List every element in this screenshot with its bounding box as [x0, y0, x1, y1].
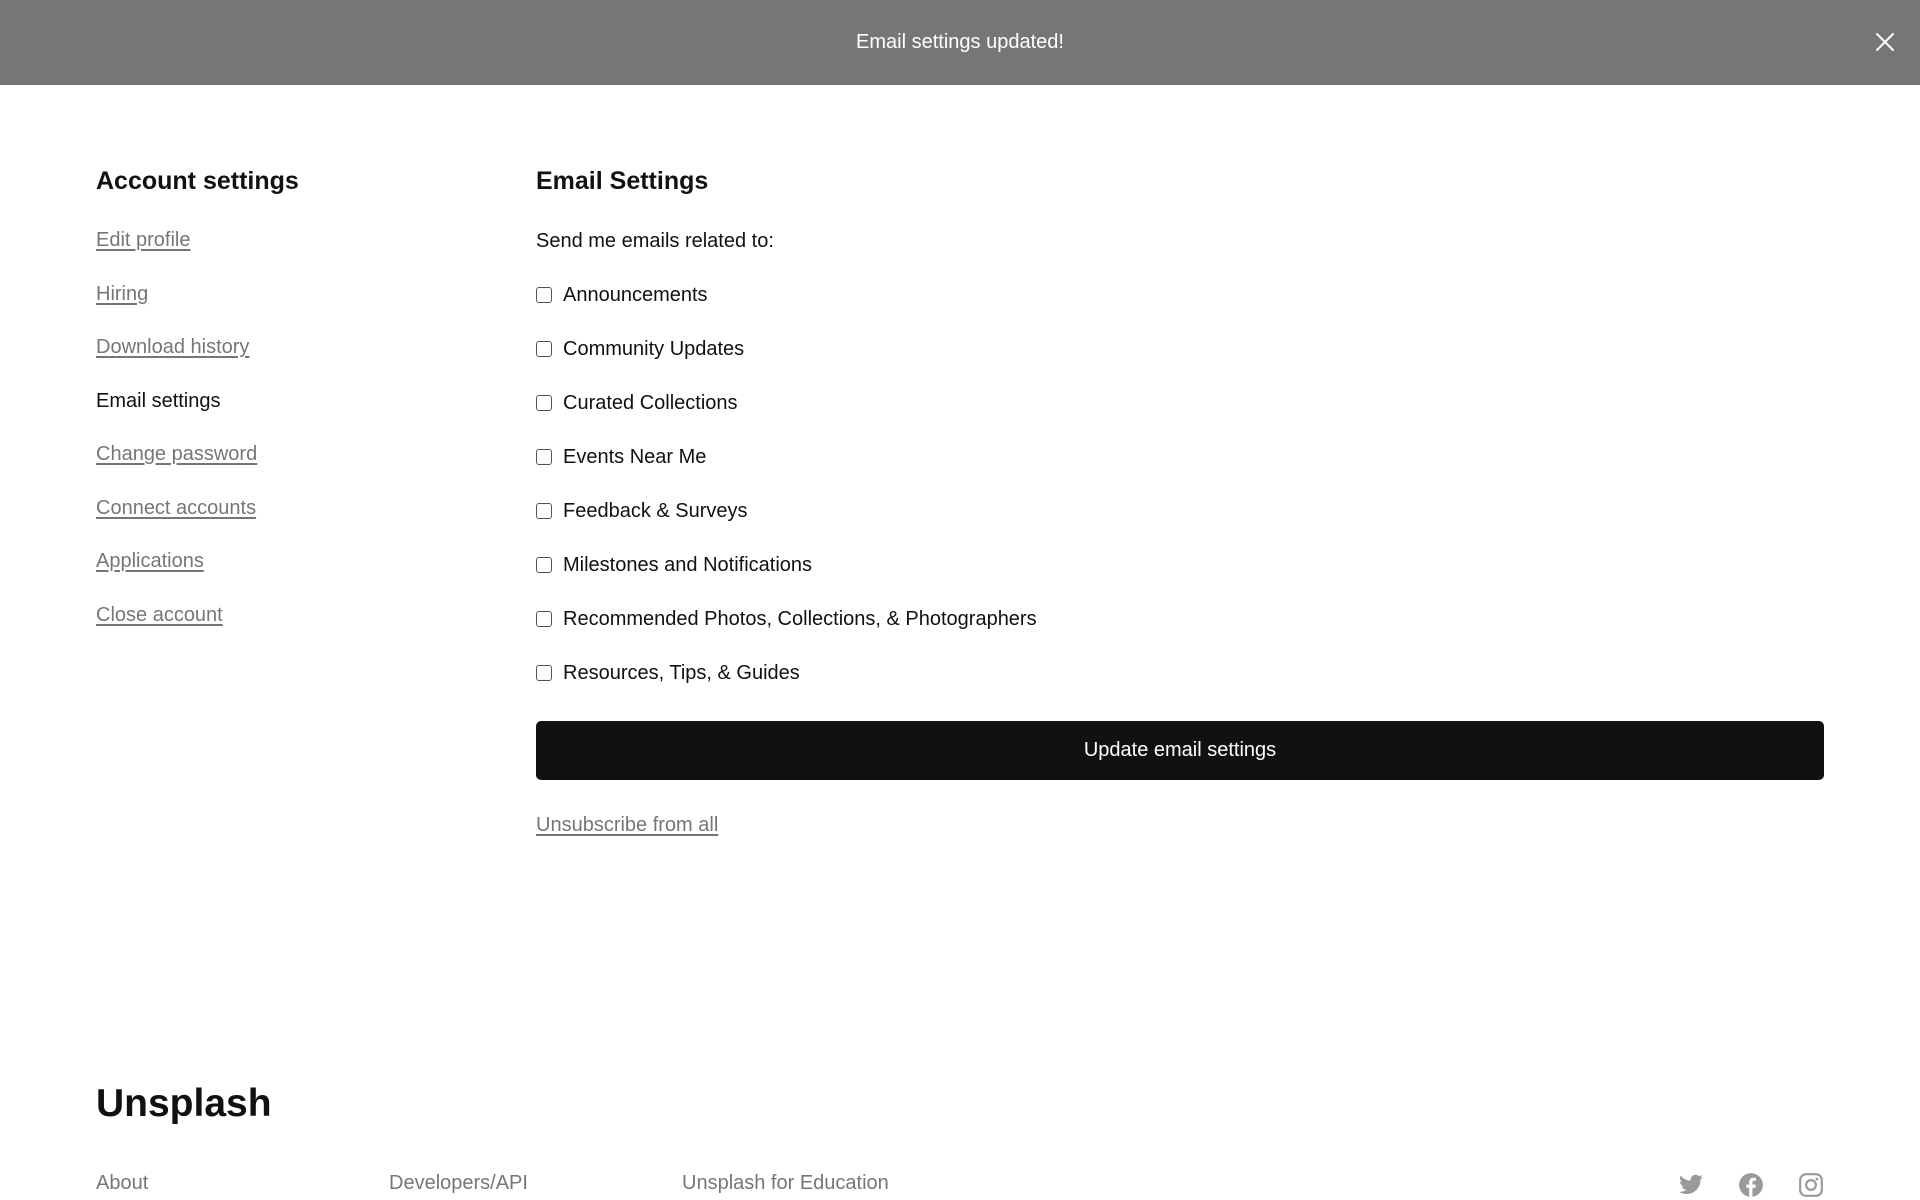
option-feedback-surveys[interactable] — [536, 484, 1824, 538]
footer-links — [96, 1172, 889, 1195]
sidebar-menu — [96, 228, 436, 656]
sidebar-item-applications[interactable]: Applications — [96, 550, 204, 572]
option-label: Events Near Me — [563, 445, 707, 468]
resources-tips-guides-checkbox[interactable] — [536, 665, 552, 681]
settings-sidebar — [96, 160, 436, 656]
email-options-list — [536, 268, 1824, 700]
toast-message: Email settings updated! — [856, 31, 1064, 53]
option-events-near-me[interactable] — [536, 430, 1824, 484]
sidebar-item-download-history[interactable]: Download history — [96, 336, 250, 358]
recommended-checkbox[interactable] — [536, 611, 552, 627]
toast-banner — [0, 0, 1920, 85]
option-label: Recommended Photos, Collections, & Photographers — [563, 607, 1037, 630]
email-settings-panel — [536, 160, 1824, 837]
option-label: Announcements — [563, 283, 708, 306]
sidebar-item-hiring[interactable]: Hiring — [96, 282, 149, 305]
sidebar-item-connect-accounts[interactable]: Connect accounts — [96, 496, 257, 519]
option-milestones-notifications[interactable] — [536, 538, 1824, 592]
option-label: Curated Collections — [563, 391, 738, 414]
option-curated-collections[interactable] — [536, 376, 1824, 430]
footer-link-about[interactable]: About — [96, 1172, 149, 1194]
option-label: Resources, Tips, & Guides — [563, 661, 800, 684]
footer-brand[interactable]: Unsplash — [96, 1082, 272, 1125]
option-label: Community Updates — [563, 337, 745, 360]
update-email-settings-button[interactable]: Update email settings — [536, 721, 1824, 780]
footer-social — [1678, 1172, 1824, 1198]
intro-text: Send me emails related to: — [536, 230, 774, 252]
close-icon[interactable] — [1874, 31, 1896, 53]
sidebar-item-change-password[interactable]: Change password — [96, 443, 258, 465]
facebook-icon[interactable] — [1738, 1172, 1764, 1198]
milestones-notifications-checkbox[interactable] — [536, 557, 552, 573]
twitter-icon[interactable] — [1678, 1172, 1704, 1198]
sidebar-item-email-settings[interactable]: Email settings — [96, 389, 221, 412]
feedback-surveys-checkbox[interactable] — [536, 503, 552, 519]
footer-link-education[interactable]: Unsplash for Education — [682, 1172, 889, 1194]
unsubscribe-all-link[interactable]: Unsubscribe from all — [536, 814, 719, 836]
sidebar-item-close-account[interactable]: Close account — [96, 603, 223, 626]
events-near-me-checkbox[interactable] — [536, 449, 552, 465]
option-resources-tips-guides[interactable] — [536, 646, 1824, 700]
option-announcements[interactable] — [536, 268, 1824, 322]
announcements-checkbox[interactable] — [536, 287, 552, 303]
sidebar-title: Account settings — [96, 167, 299, 195]
option-label: Milestones and Notifications — [563, 553, 813, 576]
option-label: Feedback & Surveys — [563, 499, 748, 522]
page-title: Email Settings — [536, 167, 709, 195]
community-updates-checkbox[interactable] — [536, 341, 552, 357]
sidebar-item-edit-profile[interactable]: Edit profile — [96, 229, 191, 251]
footer-link-developers[interactable]: Developers/API — [389, 1172, 528, 1194]
option-recommended[interactable] — [536, 592, 1824, 646]
option-community-updates[interactable] — [536, 322, 1824, 376]
instagram-icon[interactable] — [1798, 1172, 1824, 1198]
curated-collections-checkbox[interactable] — [536, 395, 552, 411]
